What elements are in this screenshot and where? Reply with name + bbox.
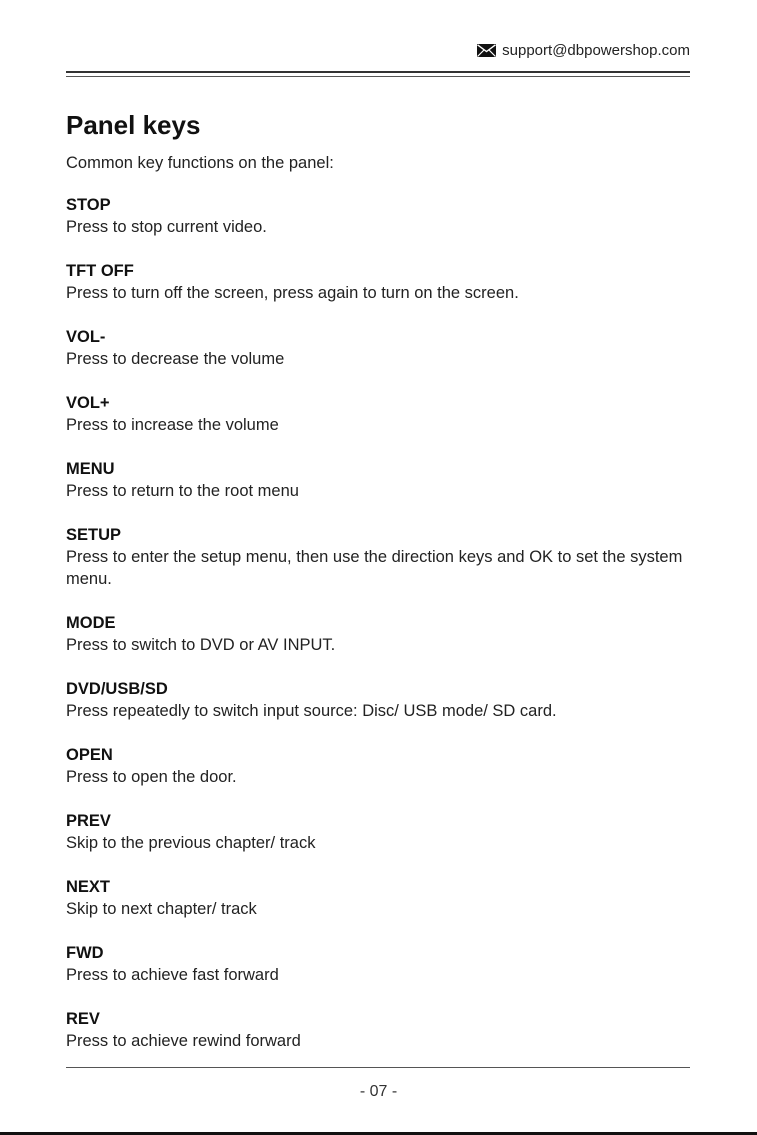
key-name: DVD/USB/SD bbox=[66, 680, 168, 698]
key-item bbox=[66, 524, 706, 590]
envelope-icon bbox=[477, 44, 496, 57]
key-description: Press to open the door. bbox=[66, 768, 237, 786]
key-description: Press to increase the volume bbox=[66, 416, 279, 434]
key-list bbox=[66, 194, 706, 1052]
key-item bbox=[66, 810, 706, 854]
key-description: Press to achieve rewind forward bbox=[66, 1032, 301, 1050]
key-name: STOP bbox=[66, 196, 111, 214]
key-name: MENU bbox=[66, 460, 115, 478]
key-description: Skip to the previous chapter/ track bbox=[66, 834, 316, 852]
key-name: FWD bbox=[66, 944, 104, 962]
key-name: VOL- bbox=[66, 328, 106, 346]
key-description: Press to enter the setup menu, then use the direction keys and OK to set the system menu. bbox=[66, 548, 683, 588]
key-item bbox=[66, 612, 706, 656]
key-item bbox=[66, 678, 706, 722]
key-item bbox=[66, 194, 706, 238]
key-name: PREV bbox=[66, 812, 111, 830]
key-description: Skip to next chapter/ track bbox=[66, 900, 257, 918]
key-item bbox=[66, 326, 706, 370]
header-rule-thin bbox=[66, 76, 690, 77]
key-item bbox=[66, 260, 706, 304]
key-name: VOL+ bbox=[66, 394, 110, 412]
support-email[interactable]: support@dbpowershop.com bbox=[502, 42, 690, 59]
key-item bbox=[66, 1008, 706, 1052]
key-item bbox=[66, 876, 706, 920]
key-item bbox=[66, 458, 706, 502]
key-item bbox=[66, 942, 706, 986]
key-name: NEXT bbox=[66, 878, 111, 896]
page-header bbox=[477, 42, 690, 59]
key-description: Press to achieve fast forward bbox=[66, 966, 279, 984]
key-name: SETUP bbox=[66, 526, 122, 544]
footer-rule bbox=[66, 1067, 690, 1068]
page-number: - 07 - bbox=[359, 1083, 398, 1100]
header-rule-thick bbox=[66, 71, 690, 73]
key-description: Press repeatedly to switch input source: Disc/ USB mode/ SD card. bbox=[66, 702, 557, 720]
intro-text: Common key functions on the panel: bbox=[66, 154, 334, 172]
key-name: REV bbox=[66, 1010, 100, 1028]
key-description: Press to decrease the volume bbox=[66, 350, 285, 368]
page-title: Panel keys bbox=[66, 110, 201, 140]
key-name: TFT OFF bbox=[66, 262, 134, 280]
key-item bbox=[66, 744, 706, 788]
key-name: MODE bbox=[66, 614, 116, 632]
key-description: Press to turn off the screen, press again to turn on the screen. bbox=[66, 284, 519, 302]
key-description: Press to stop current video. bbox=[66, 218, 267, 236]
key-item bbox=[66, 392, 706, 436]
page-content bbox=[66, 108, 706, 1074]
key-description: Press to switch to DVD or AV INPUT. bbox=[66, 636, 336, 654]
key-name: OPEN bbox=[66, 746, 113, 764]
key-description: Press to return to the root menu bbox=[66, 482, 299, 500]
